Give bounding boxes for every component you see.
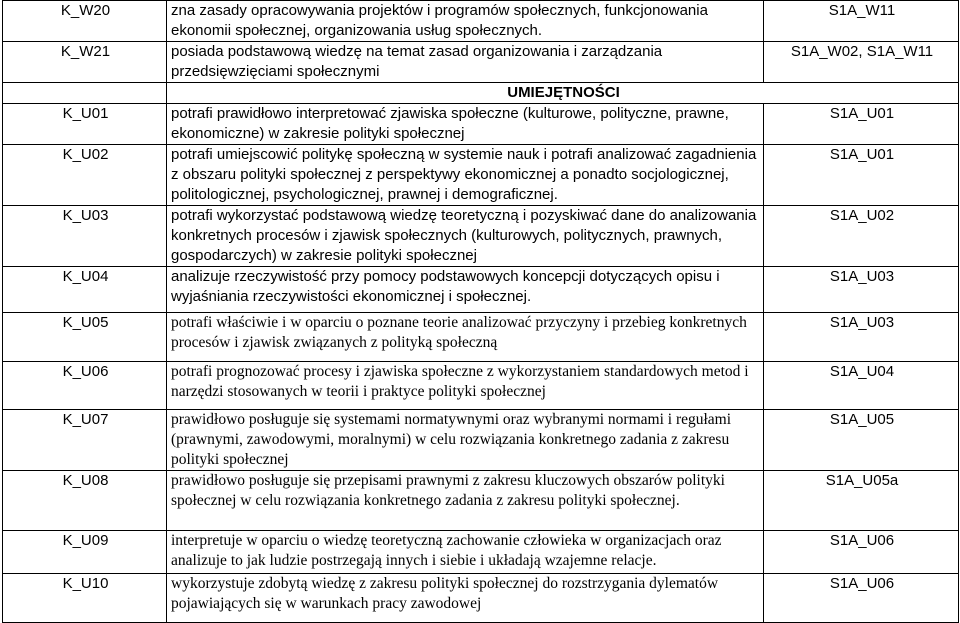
outcome-reference: S1A_U03 — [764, 313, 959, 362]
outcome-code: K_U08 — [3, 471, 167, 531]
outcome-description: potrafi prawidłowo interpretować zjawiska społeczne (kulturowe, polityczne, prawne, ekonomiczne) w zakresie polityki społecznej — [167, 104, 764, 145]
table-row — [3, 574, 959, 623]
table-row — [3, 362, 959, 410]
table-row — [3, 42, 959, 83]
outcome-description: prawidłowo posługuje się przepisami prawnymi z zakresu kluczowych obszarów polityki społecznej w celu rozwiązania konkretnego zadania z zakresu polityki społecznej. — [167, 471, 764, 531]
outcome-description: potrafi umiejscowić politykę społeczną w systemie nauk i potrafi analizować zagadnienia z obszaru polityki społecznej z perspektywy ekonomicznej a ponadto socjologicznej, politologicznej, psychologicznej, prawnej i demograficznej. — [167, 145, 764, 206]
outcome-code: K_U05 — [3, 313, 167, 362]
outcome-reference: S1A_U05 — [764, 410, 959, 471]
outcome-code: K_U09 — [3, 531, 167, 574]
outcome-reference: S1A_W02, S1A_W11 — [764, 42, 959, 83]
section-header: UMIEJĘTNOŚCI — [167, 83, 959, 104]
table-row — [3, 313, 959, 362]
outcome-reference: S1A_U06 — [764, 574, 959, 623]
outcome-description: analizuje rzeczywistość przy pomocy podstawowych koncepcji dotyczących opisu i wyjaśniania rzeczywistości ekonomicznej i społecznej. — [167, 267, 764, 313]
outcome-reference: S1A_U03 — [764, 267, 959, 313]
outcome-description: potrafi właściwie i w oparciu o poznane teorie analizować przyczyny i przebieg konkretnych procesów i zjawisk związanych z polityką społeczną — [167, 313, 764, 362]
outcome-code: K_W20 — [3, 1, 167, 42]
outcome-reference: S1A_U01 — [764, 145, 959, 206]
outcome-code: K_U07 — [3, 410, 167, 471]
outcome-reference: S1A_W11 — [764, 1, 959, 42]
outcome-reference: S1A_U05a — [764, 471, 959, 531]
table-row — [3, 471, 959, 531]
outcome-description: prawidłowo posługuje się systemami normatywnymi oraz wybranymi normami i regułami (prawnymi, zawodowymi, moralnymi) w celu rozwiązania konkretnego zadania z zakresu polityki społecznej — [167, 410, 764, 471]
outcome-description: wykorzystuje zdobytą wiedzę z zakresu polityki społecznej do rozstrzygania dylematów pojawiających się w warunkach pracy zawodowej — [167, 574, 764, 623]
outcome-description: interpretuje w oparciu o wiedzę teoretyczną zachowanie człowieka w organizacjach oraz analizuje to jak ludzie postrzegają innych i siebie i układają wzajemne relacje. — [167, 531, 764, 574]
learning-outcomes-table — [2, 0, 959, 623]
outcome-description: zna zasady opracowywania projektów i programów społecznych, funkcjonowania ekonomii społecznej, organizowania usług społecznych. — [167, 1, 764, 42]
outcome-reference: S1A_U04 — [764, 362, 959, 410]
outcome-code: K_U06 — [3, 362, 167, 410]
table-row — [3, 104, 959, 145]
outcome-reference: S1A_U02 — [764, 206, 959, 267]
outcome-description: potrafi prognozować procesy i zjawiska społeczne z wykorzystaniem standardowych metod i narzędzi stosowanych w teorii i praktyce polityki społecznej — [167, 362, 764, 410]
table-row — [3, 531, 959, 574]
table-row — [3, 145, 959, 206]
outcome-description: potrafi wykorzystać podstawową wiedzę teoretyczną i pozyskiwać dane do analizowania konkretnych procesów i zjawisk społecznych (kulturowych, politycznych, prawnych, gospodarczych) w zakresie polityki społecznej — [167, 206, 764, 267]
table-row — [3, 206, 959, 267]
outcome-code: K_U04 — [3, 267, 167, 313]
outcome-reference: S1A_U01 — [764, 104, 959, 145]
outcome-code: K_U02 — [3, 145, 167, 206]
section-header-row — [3, 83, 959, 104]
outcome-description: posiada podstawową wiedzę na temat zasad organizowania i zarządzania przedsięwzięciami społecznymi — [167, 42, 764, 83]
outcome-code: K_U10 — [3, 574, 167, 623]
outcome-code: K_U03 — [3, 206, 167, 267]
table-row — [3, 410, 959, 471]
outcome-reference: S1A_U06 — [764, 531, 959, 574]
table-row — [3, 267, 959, 313]
table-row — [3, 1, 959, 42]
outcome-code: K_U01 — [3, 104, 167, 145]
outcome-code: K_W21 — [3, 42, 167, 83]
